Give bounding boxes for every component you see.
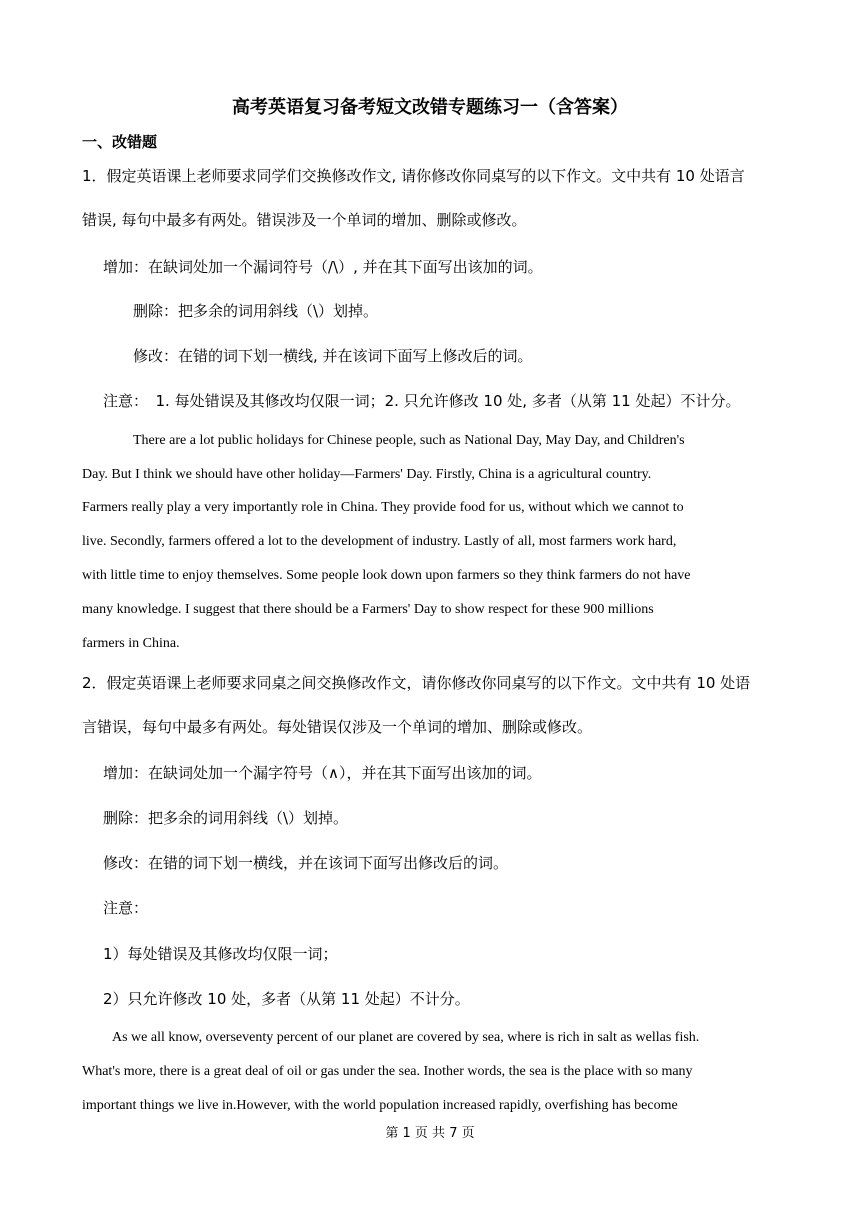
q2-add-rule: 增加：在缺词处加一个漏字符号（∧），并在其下面写出该加的词。 [103,764,542,782]
q2-instruction-line-2: 言错误，每句中最多有两处。每处错误仅涉及一个单词的增加、删除或修改。 [82,718,593,736]
q1-passage-line: many knowledge. I suggest that there should be a Farmers' Day to show respect for these 900 millions [82,602,654,617]
q1-passage-line: farmers in China. [82,636,180,651]
q2-passage-line: important things we live in.However, with the world population increased rapidly, overfishing has become [82,1098,678,1113]
q1-modify-rule: 修改：在错的词下划一横线, 并在该词下面写上修改后的词。 [133,347,533,365]
q1-instruction-line-2: 错误, 每句中最多有两处。错误涉及一个单词的增加、删除或修改。 [82,211,527,229]
q2-note: 注意： [103,899,149,917]
q1-passage-line: There are a lot public holidays for Chinese people, such as National Day, May Day, and Children's [133,433,685,448]
page-footer: 第 1 页 共 7 页 [385,1126,475,1141]
section-heading: 一、改错题 [82,133,158,151]
q1-add-rule: 增加：在缺词处加一个漏词符号（/\）, 并在其下面写出该加的词。 [103,258,543,276]
q1-passage-line: Day. But I think we should have other holiday—Farmers' Day. Firstly, China is a agricultural country. [82,467,652,482]
q1-note: 注意： 1. 每处错误及其修改均仅限一词；2. 只允许修改 10 处, 多者（从第 11 处起）不计分。 [103,392,741,410]
q1-passage-line: Farmers really play a very importantly role in China. They provide food for us, without which we cannot to [82,500,684,515]
q2-passage-line: What's more, there is a great deal of oil or gas under the sea. Inother words, the sea is the place with so many [82,1064,693,1079]
q2-rule-1: 1）每处错误及其修改均仅限一词； [103,945,338,963]
q2-instruction-line-1: 2．假定英语课上老师要求同桌之间交换修改作文，请你修改你同桌写的以下作文。文中共有 10 处语 [82,674,751,692]
q1-passage-line: with little time to enjoy themselves. Some people look down upon farmers so they think farmers do not have [82,568,691,583]
q2-passage-line: As we all know, overseventy percent of our planet are covered by sea, where is rich in salt as wellas fish. [112,1030,700,1045]
q1-passage-line: live. Secondly, farmers offered a lot to the development of industry. Lastly of all, most farmers work hard, [82,534,677,549]
q2-delete-rule: 删除：把多余的词用斜线（\）划掉。 [103,809,349,827]
q1-delete-rule: 删除：把多余的词用斜线（\）划掉。 [133,302,379,320]
document-title: 高考英语复习备考短文改错专题练习一（含答案） [232,97,628,118]
q2-rule-2: 2）只允许修改 10 处，多者（从第 11 处起）不计分。 [103,990,470,1008]
q2-modify-rule: 修改：在错的词下划一横线，并在该词下面写出修改后的词。 [103,854,509,872]
q1-instruction-line-1: 1．假定英语课上老师要求同学们交换修改作文, 请你修改你同桌写的以下作文。文中共有 10 处语言 [82,167,745,185]
